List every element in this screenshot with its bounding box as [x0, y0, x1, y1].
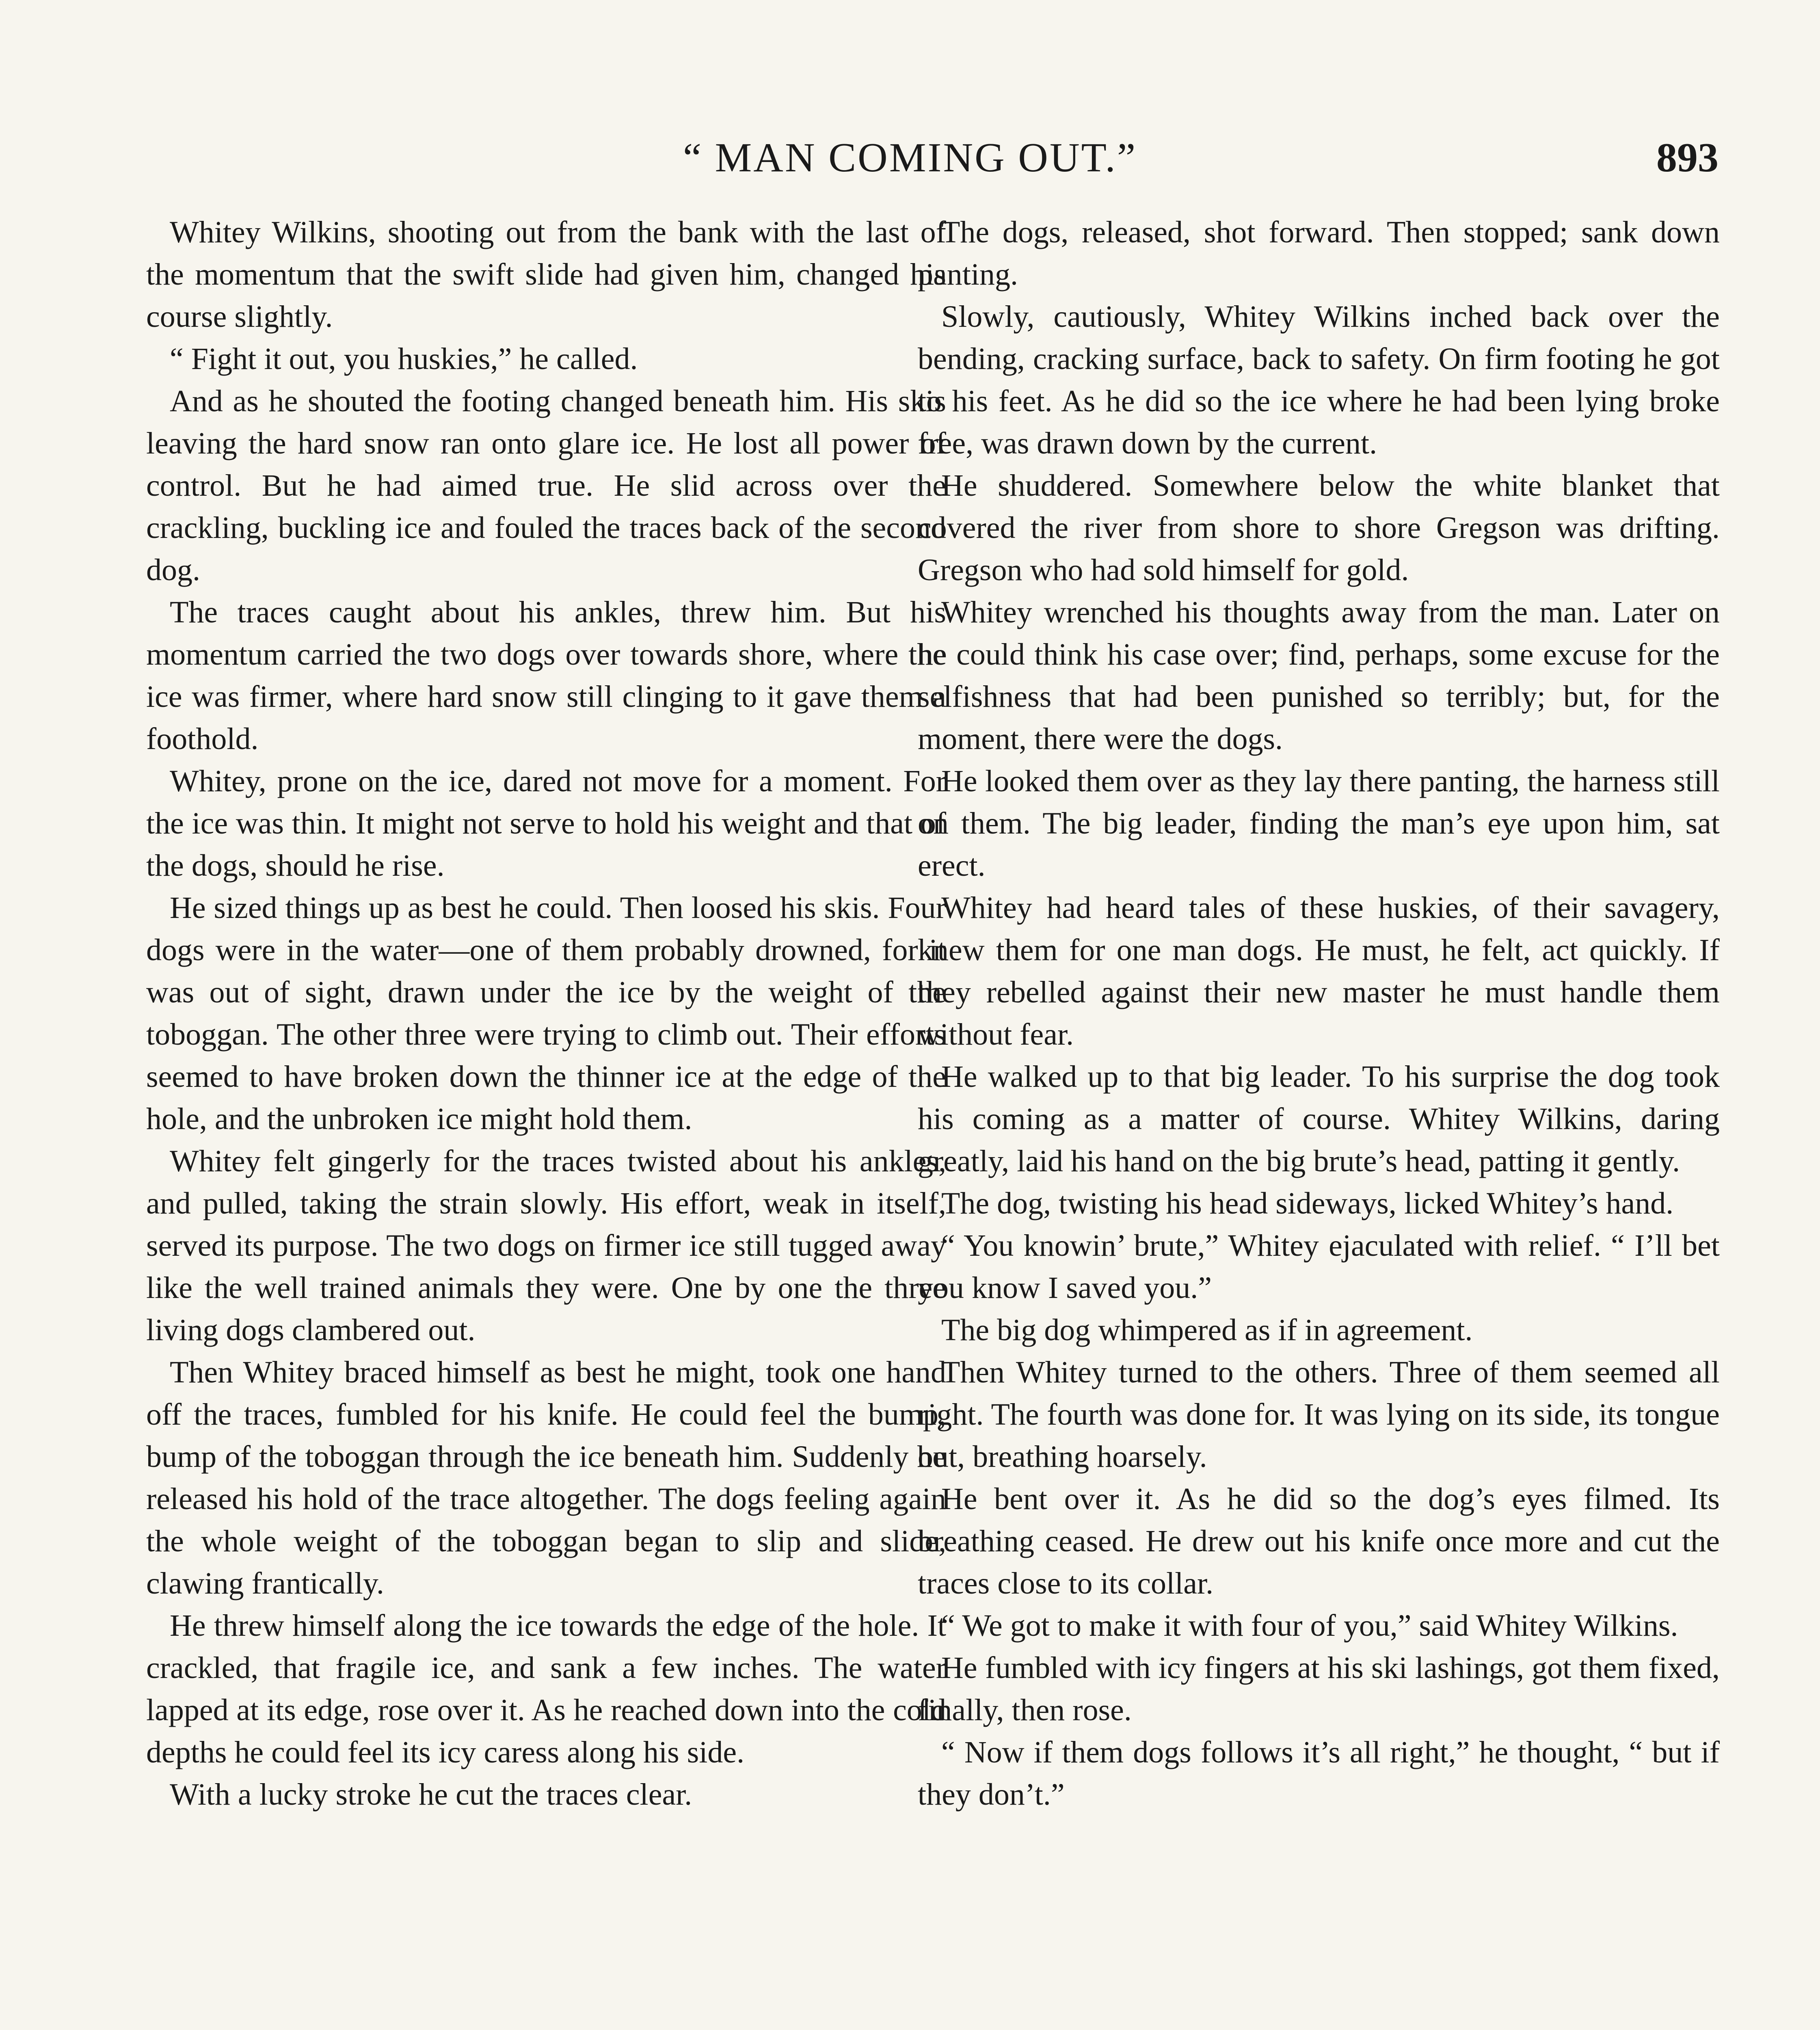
paragraph: He shuddered. Somewhere below the white blanket that covered the river from shore to shore Gregson was drifting. Gregson who had sold himself for gold.: [918, 469, 1720, 587]
paragraph: Then Whitey braced himself as best he might, took one hand off the traces, fumbled for his knife. He could feel the bump, bump of the toboggan through the ice beneath him. Suddenly he released his hold of the trace altogether. The dogs feeling again the whole weight of the toboggan began to slip and slide, clawing frantically.: [146, 1355, 946, 1600]
paragraph: Slowly, cautiously, Whitey Wilkins inched back over the bending, cracking surface, back to safety. On firm footing he got to his feet. As he did so the ice where he had been lying broke free, was drawn down by the current.: [918, 300, 1720, 460]
paragraph: He sized things up as best he could. Then loosed his skis. Four dogs were in the water—one of them probably drowned, for it was out of sight, drawn under the ice by the weight of the toboggan. The other three were trying to climb out. Their efforts seemed to have broken down the thinner ice at the edge of the hole, and the unbroken ice might hold them.: [146, 891, 946, 1136]
paragraph: Whitey, prone on the ice, dared not move for a moment. For the ice was thin. It might not serve to hold his weight and that of the dogs, should he rise.: [146, 764, 946, 883]
paragraph: Whitey Wilkins, shooting out from the bank with the last of the momentum that the swift slide had given him, changed his course slightly.: [146, 215, 946, 334]
paragraph: He threw himself along the ice towards the edge of the hole. It crackled, that fragile ice, and sank a few inches. The water lapped at its edge, rose over it. As he reached down into the cold depths he could feel its icy caress along his side.: [146, 1609, 946, 1769]
paragraph: Whitey wrenched his thoughts away from the man. Later on he could think his case over; find, perhaps, some excuse for the selfishness that had been punished so terribly; but, for the moment, there were the dogs.: [918, 595, 1720, 756]
paragraph: The dog, twisting his head sideways, licked Whitey’s hand.: [941, 1186, 1674, 1220]
left-column: [146, 211, 946, 1816]
right-column: [918, 211, 1720, 1816]
paragraph: “ Now if them dogs follows it’s all right,” he thought, “ but if they don’t.”: [918, 1735, 1720, 1812]
page-header: [0, 134, 1820, 191]
paragraph: And as he shouted the footing changed beneath him. His skis leaving the hard snow ran onto glare ice. He lost all power of control. But he had aimed true. He slid across over the crackling, buckling ice and fouled the traces back of the second dog.: [146, 384, 946, 587]
paragraph: He looked them over as they lay there panting, the harness still on them. The big leader, finding the man’s eye upon him, sat erect.: [918, 764, 1720, 883]
paragraph: Whitey felt gingerly for the traces twisted about his ankles, and pulled, taking the strain slowly. His effort, weak in itself, served its purpose. The two dogs on firmer ice still tugged away like the well trained animals they were. One by one the three living dogs clambered out.: [146, 1144, 946, 1347]
paragraph: The traces caught about his ankles, threw him. But his momentum carried the two dogs over towards shore, where the ice was firmer, where hard snow still clinging to it gave them a foothold.: [146, 595, 946, 756]
paragraph: The big dog whimpered as if in agreement.: [941, 1313, 1473, 1347]
page-number: 893: [1656, 135, 1718, 181]
paragraph: With a lucky stroke he cut the traces clear.: [170, 1777, 692, 1812]
paragraph: Then Whitey turned to the others. Three of them seemed all right. The fourth was done for. It was lying on its side, its tongue out, breathing hoarsely.: [918, 1355, 1720, 1474]
paragraph: Whitey had heard tales of these huskies, of their savagery, knew them for one man dogs. He must, he felt, act quickly. If they rebelled against their new master he must handle them without fear.: [918, 891, 1720, 1052]
running-title: “ MAN COMING OUT.”: [683, 135, 1137, 181]
paragraph: The dogs, released, shot forward. Then stopped; sank down panting.: [918, 215, 1720, 292]
paragraph: “ We got to make it with four of you,” said Whitey Wilkins.: [941, 1609, 1678, 1643]
paragraph: “ Fight it out, you huskies,” he called.: [170, 342, 638, 376]
paragraph: He walked up to that big leader. To his surprise the dog took his coming as a matter of course. Whitey Wilkins, daring greatly, laid his hand on the big brute’s head, patting it gently.: [918, 1060, 1720, 1178]
paragraph: He bent over it. As he did so the dog’s eyes filmed. Its breathing ceased. He drew out his knife once more and cut the traces close to its collar.: [918, 1482, 1720, 1600]
paragraph: “ You knowin’ brute,” Whitey ejaculated with relief. “ I’ll bet you know I saved you.”: [918, 1229, 1720, 1305]
paragraph: He fumbled with icy fingers at his ski lashings, got them fixed, finally, then rose.: [918, 1651, 1720, 1727]
